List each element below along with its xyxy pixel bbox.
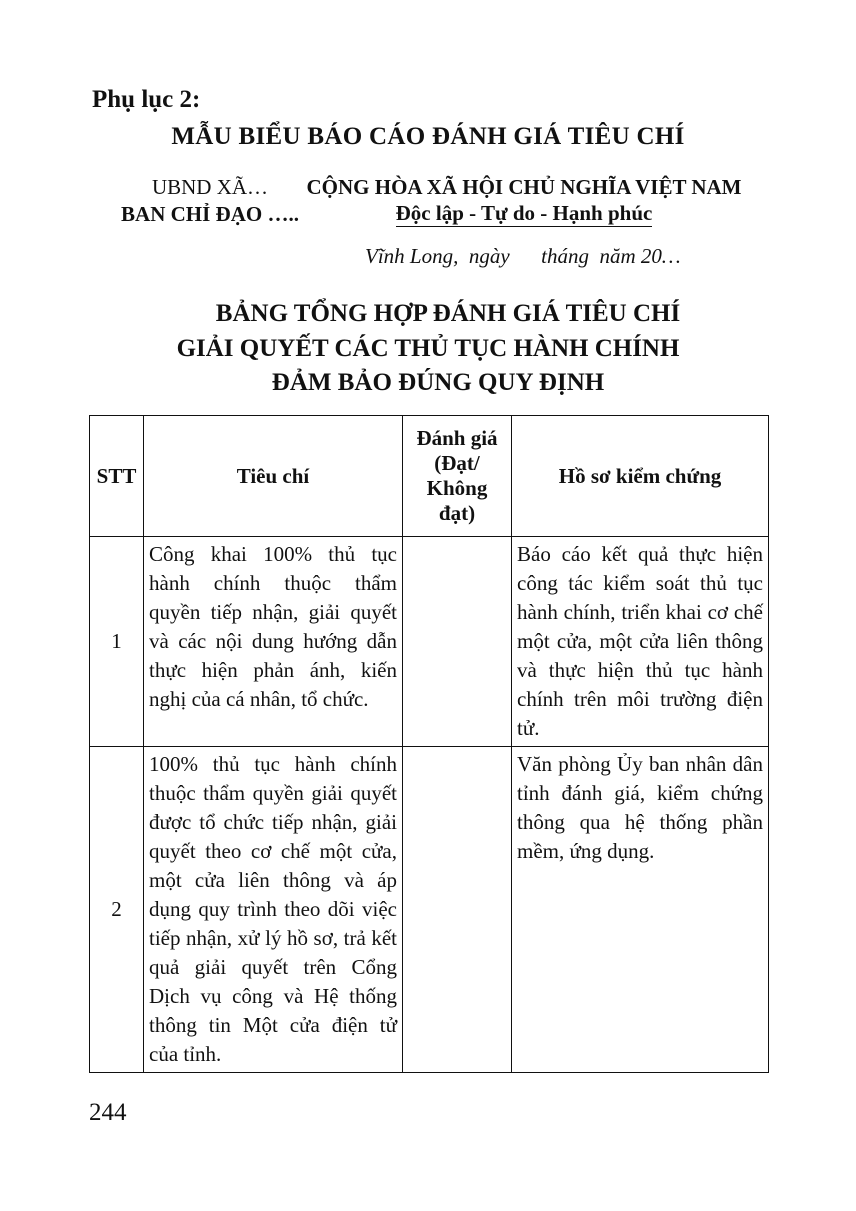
table-row xyxy=(90,537,769,747)
row-stt: 2 xyxy=(90,747,144,1073)
row-stt: 1 xyxy=(90,537,144,747)
page-number: 244 xyxy=(89,1099,127,1126)
criteria-table xyxy=(89,415,769,1073)
table-header-row xyxy=(90,416,769,537)
country-name: CỘNG HÒA XÃ HỘI CHỦ NGHĨA VIỆT NAM xyxy=(306,175,742,199)
header-evaluation-line: Không xyxy=(426,476,488,500)
row-criteria: 100% thủ tục hành chính thuộc thẩm quyền giải quyết được tổ chức tiếp nhận, giải quyết theo cơ chế một cửa, một cửa liên thông và áp dụng quy trình theo dõi việc tiếp nhận, xử lý hồ sơ, trả kết quả giải quyết trên Cổng Dịch vụ công và Hệ thống thông tin Một cửa điện tử của tỉnh. xyxy=(144,747,403,1073)
table-title-line-1: BẢNG TỔNG HỢP ĐÁNH GIÁ TIÊU CHÍ xyxy=(215,300,681,327)
appendix-label: Phụ lục 2: xyxy=(92,86,201,113)
table-title-line-3: ĐẢM BẢO ĐÚNG QUY ĐỊNH xyxy=(271,369,605,396)
row-evidence: Văn phòng Ủy ban nhân dân tỉnh đánh giá, kiểm chứng thông qua hệ thống phần mềm, ứng dụng. xyxy=(512,747,769,1073)
row-criteria: Công khai 100% thủ tục hành chính thuộc thẩm quyền tiếp nhận, giải quyết và các nội dung hướng dẫn thực hiện phản ánh, kiến nghị của cá nhân, tổ chức. xyxy=(144,537,403,747)
header-evaluation-line: Đánh giá xyxy=(416,426,498,450)
row-evaluation xyxy=(403,537,512,747)
table-title-line-2: GIẢI QUYẾT CÁC THỦ TỤC HÀNH CHÍNH xyxy=(176,335,680,362)
row-evaluation xyxy=(403,747,512,1073)
steering-committee: BAN CHỈ ĐẠO ….. xyxy=(121,202,299,226)
header-evaluation-line: đạt) xyxy=(438,501,476,525)
motto: Độc lập - Tự do - Hạnh phúc xyxy=(395,201,653,225)
table-row xyxy=(90,747,769,1073)
national-motto xyxy=(286,174,762,229)
header-stt: STT xyxy=(90,416,144,537)
commune-committee: UBND XÃ… xyxy=(151,175,269,199)
date-line: Vĩnh Long, ngày tháng năm 20… xyxy=(365,244,681,268)
row-evidence: Báo cáo kết quả thực hiện công tác kiểm soát thủ tục hành chính, triển khai cơ chế một cửa, một cửa liên thông và thực hiện thủ tục hành chính trên môi trường điện tử. xyxy=(512,537,769,747)
header-evidence: Hồ sơ kiểm chứng xyxy=(512,416,769,537)
header-criteria: Tiêu chí xyxy=(144,416,403,537)
form-title: MẪU BIỂU BÁO CÁO ĐÁNH GIÁ TIÊU CHÍ xyxy=(171,123,685,150)
header-evaluation xyxy=(403,416,512,537)
header-evaluation-line: (Đạt/ xyxy=(434,451,480,475)
